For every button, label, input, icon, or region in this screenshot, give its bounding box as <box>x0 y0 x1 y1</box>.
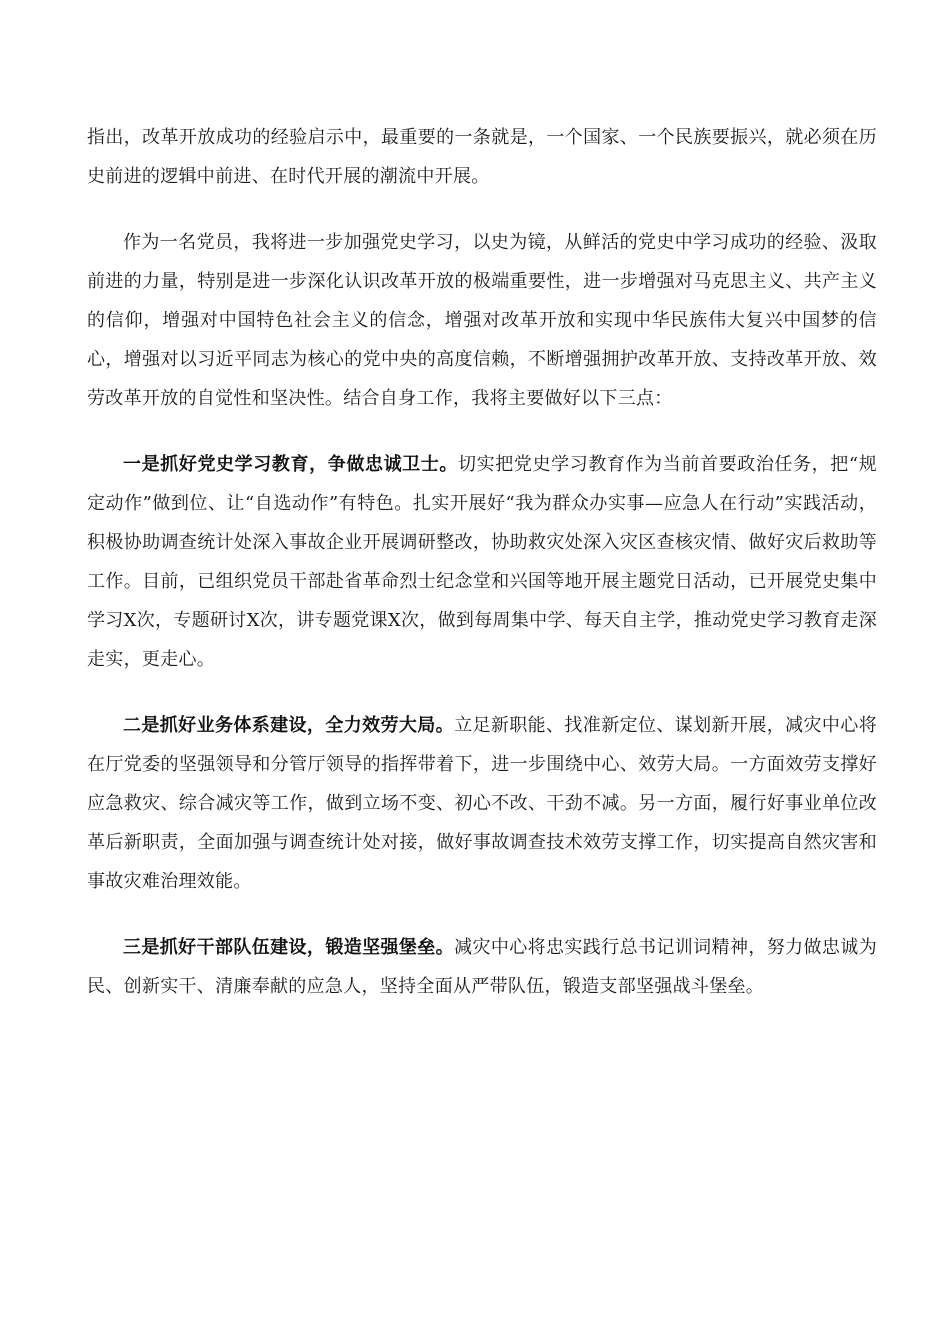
paragraph-point-two <box>87 706 877 901</box>
paragraph-party-member-commitment: 作为一名党员，我将进一步加强党史学习，以史为镜，从鲜活的党史中学习成功的经验、汲取前进的力量，特别是进一步深化认识改革开放的极端重要性，进一步增强对马克思主义、共产主义的信仰，增强对中国特色社会主义的信念，增强对改革开放和实现中华民族伟大复兴中国梦的信心，增强对以习近平同志为核心的党中央的高度信赖，不断增强拥护改革开放、支持改革开放、效劳改革开放的自觉性和坚决性。结合自身工作，我将主要做好以下三点： <box>87 232 877 409</box>
point-three-heading: 三是抓好干部队伍建设，锻造坚强堡垒。 <box>123 937 455 958</box>
paragraph-point-one <box>87 445 877 679</box>
paragraph-continuation: 指出，改革开放成功的经验启示中，最重要的一条就是，一个国家、一个民族要振兴，就必须在历史前进的逻辑中前进、在时代开展的潮流中开展。 <box>87 127 877 187</box>
document-body <box>87 118 877 1006</box>
paragraph-point-three <box>87 928 877 1006</box>
point-two-body: 立足新职能、找准新定位、谋划新开展，减灾中心将在厅党委的坚强领导和分管厅领导的指挥带着下，进一步围绕中心、效劳大局。一方面效劳支撑好应急救灾、综合减灾等工作，做到立场不变、初心不改、干劲不减。另一方面，履行好事业单位改革后新职责，全面加强与调查统计处对接，做好事故调查技术效劳支撑工作，切实提高自然灾害和事故灾难治理效能。 <box>87 715 877 892</box>
point-one-heading: 一是抓好党史学习教育，争做忠诚卫士。 <box>123 454 459 475</box>
point-two-heading: 二是抓好业务体系建设，全力效劳大局。 <box>123 715 455 736</box>
point-three-body: 减灾中心将忠实践行总书记训词精神，努力做忠诚为民、创新实干、清廉奉献的应急人，坚持全面从严带队伍，锻造支部坚强战斗堡垒。 <box>87 937 877 997</box>
point-one-body: 切实把党史学习教育作为当前首要政治任务，把“规定动作”做到位、让“自选动作”有特色。扎实开展好“我为群众办实事—应急人在行动”实践活动，积极协助调查统计处深入事故企业开展调研整改，协助救灾处深入灾区查核灾情、做好灾后救助等工作。目前，已组织党员干部赴省革命烈士纪念堂和兴国等地开展主题党日活动，已开展党史集中学习X次，专题研讨X次，讲专题党课X次，做到每周集中学、每天自主学，推动党史学习教育走深走实，更走心。 <box>87 454 877 670</box>
